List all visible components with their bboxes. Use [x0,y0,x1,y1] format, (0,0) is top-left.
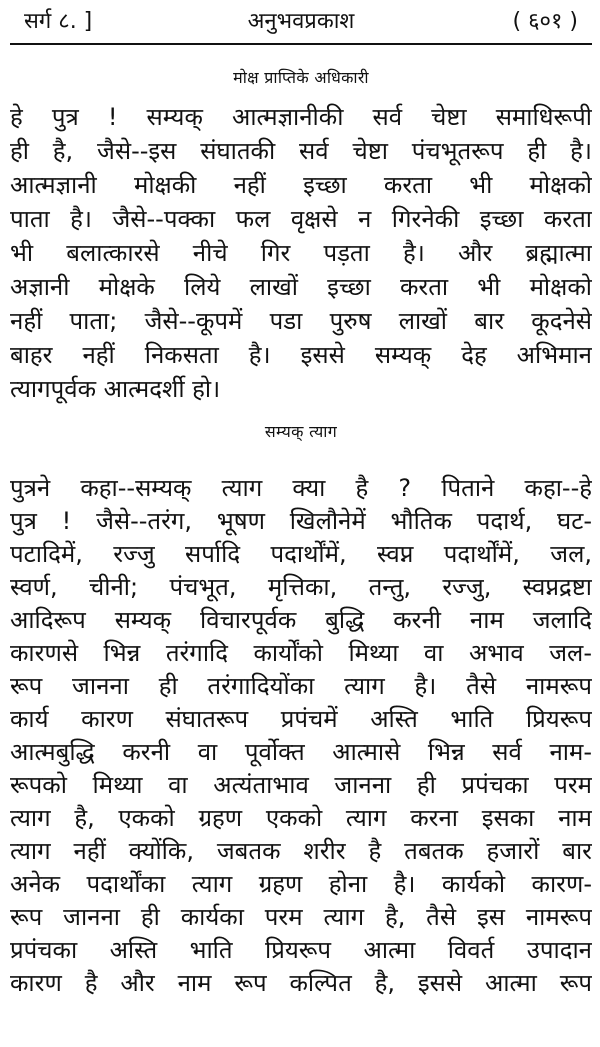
text-line: पुत्रने कहा--सम्यक् त्याग क्या है ? पिताने कहा--हे [10,474,592,502]
text-line: त्यागपूर्वक आत्मदर्शी हो। [10,375,221,403]
text-line: त्याग है, एकको ग्रहण एकको त्याग करना इसका नाम [10,804,592,832]
text-line: त्याग नहीं क्योंकि, जबतक शरीर है तबतक हजारों बार [10,837,592,865]
paragraph-moksha [10,100,592,406]
section-heading-moksha: मोक्ष प्राप्तिके अधिकारी [233,68,369,87]
chapter-label: सर्ग ८. ] [24,9,93,34]
text-line: अज्ञानी मोक्षके लिये लाखों इच्छा करता भी मोक्षको [10,273,592,301]
paragraph-tyaga [10,472,592,1000]
text-line: भी बलात्कारसे नीचे गिर पड़ता है। और ब्रह्मात्मा [10,239,592,267]
text-line: आत्मबुद्धि करनी वा पूर्वोक्त आत्मासे भिन्न सर्व नाम- [10,738,592,766]
text-line: बाहर नहीं निकसता है। इससे सम्यक् देह अभिमान [10,341,592,369]
section-heading-tyaga: सम्यक् त्याग [264,422,338,441]
text-line: स्वर्ण, चीनी; पंचभूत, मृत्तिका, तन्तु, रज्जु, स्वप्नद्रष्टा [10,573,592,601]
text-line: रूप जानना ही कार्यका परम त्याग है, तैसे इस नामरूप [10,903,592,931]
text-line: ही है, जैसे--इस संघातकी सर्व चेष्टा पंचभूतरूप ही है। [10,137,592,165]
text-line: पटादिमें, रज्जु सर्पादि पदार्थोंमें, स्वप्न पदार्थोंमें, जल, [10,540,592,568]
page-number: ( ६०१ ) [512,9,578,34]
text-line: हे पुत्र ! सम्यक् आत्मज्ञानीकी सर्व चेष्टा समाधिरूपी [10,103,592,131]
text-line: रूप जानना ही तरंगादियोंका त्याग है। तैसे नामरूप [10,672,592,700]
running-head [10,0,592,44]
text-line: रूपको मिथ्या वा अत्यंताभाव जानना ही प्रपंचका परम [10,771,592,799]
text-line: पाता है। जैसे--पक्का फल वृक्षसे न गिरनेकी इच्छा करता [10,205,592,233]
text-line: कार्य कारण संघातरूप प्रपंचमें अस्ति भाति प्रियरूप [10,705,592,733]
book-title: अनुभवप्रकाश [247,9,355,34]
text-line: पुत्र ! जैसे--तरंग, भूषण खिलौनेमें भौतिक पदार्थ, घट- [10,507,592,535]
text-line: नहीं पाता; जैसे--कूपमें पडा पुरुष लाखों बार कूदनेसे [10,307,592,335]
text-line: आदिरूप सम्यक् विचारपूर्वक बुद्धि करनी नाम जलादि [10,606,592,634]
text-line: कारण है और नाम रूप कल्पित है, इससे आत्मा रूप [10,969,592,997]
text-line: प्रपंचका अस्ति भाति प्रियरूप आत्मा विवर्त उपादान [10,936,592,964]
text-line: कारणसे भिन्न तरंगादि कार्योंको मिथ्या वा अभाव जल- [10,639,592,667]
text-line: आत्मज्ञानी मोक्षकी नहीं इच्छा करता भी मोक्षको [10,171,592,199]
text-line: अनेक पदार्थोंका त्याग ग्रहण होना है। कार्यको कारण- [10,870,592,898]
header-rule [10,43,592,45]
